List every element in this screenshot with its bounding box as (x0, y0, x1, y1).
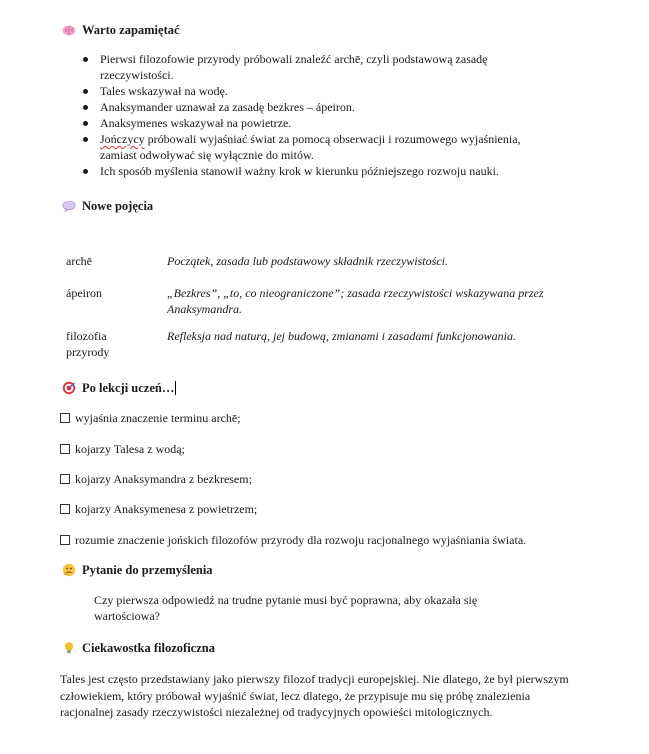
checkbox[interactable] (60, 504, 70, 514)
checklist-item: kojarzy Anaksymenesa z powietrzem; (60, 501, 257, 517)
definition-cell: Początek, zasada lub podstawowy składnik rzeczywistości. (167, 254, 448, 268)
checkbox[interactable] (60, 535, 70, 545)
remember-heading: Warto zapamiętać (62, 22, 180, 38)
checklist-item: rozumie znaczenie jońskich filozofów przyrody dla rozwoju racjonalnego wyjaśniania świata. (60, 532, 526, 548)
concepts-table (66, 253, 566, 360)
lightbulb-icon (62, 641, 76, 655)
checkbox[interactable] (60, 474, 70, 484)
checklist-item: kojarzy Talesa z wodą; (60, 441, 185, 457)
concepts-heading: Nowe pojęcia (62, 198, 153, 214)
checklist-item: wyjaśnia znaczenie terminu archē; (60, 410, 241, 426)
text-cursor (175, 381, 176, 395)
after-lesson-heading: Po lekcji uczeń… (62, 380, 176, 396)
spellcheck-word[interactable]: Jończycy (100, 132, 145, 146)
question-heading: Pytanie do przemyślenia (62, 562, 213, 578)
list-item: Jończycy próbowali wyjaśniać świat za pomocą obserwacji i rozumowego wyjaśnienia, zamiast odwoływać się wyłącznie do mitów. (80, 131, 560, 163)
table-row (66, 253, 566, 285)
list-item: Ich sposób myślenia stanowił ważny krok w kierunku późniejszego rozwoju nauki. (80, 163, 560, 179)
checkbox[interactable] (60, 444, 70, 454)
checklist-item: kojarzy Anaksymandra z bezkresem; (60, 471, 252, 487)
table-row (66, 285, 566, 328)
checkbox[interactable] (60, 413, 70, 423)
list-item: Tales wskazywał na wodę. (80, 83, 560, 99)
list-item: Pierwsi filozofowie przyrody próbowali znaleźć archē, czyli podstawową zasadę rzeczywistości. (80, 51, 560, 83)
thinking-face-icon (62, 563, 76, 577)
definition-cell: Refleksja nad naturą, jej budową, zmianami i zasadami funkcjonowania. (167, 329, 516, 343)
table-row (66, 328, 566, 360)
list-item: Anaksymander uznawał za zasadę bezkres – ápeiron. (80, 99, 560, 115)
definition-cell: „Bezkres”, „to, co nieograniczone”; zasada rzeczywistości wskazywana przez Anaksymandra. (167, 286, 544, 316)
question-text: Czy pierwsza odpowiedź na trudne pytanie musi być poprawna, aby okazała się wartościowa? (94, 593, 478, 623)
remember-list (80, 51, 560, 179)
curiosity-text: Tales jest często przedstawiany jako pierwszy filozof tradycji europejskiej. Nie dlatego, że był pierwszym człowiekiem, który próbował wyjaśnić świat, lecz dlatego, że przypisuje mu się próbę znalezienia racjonalnej zasady rzeczywistości niezależnej od tradycyjnych opowieści mitologicznych. (60, 672, 569, 719)
target-icon (62, 381, 76, 395)
curiosity-heading: Ciekawostka filozoficzna (62, 640, 215, 656)
term-cell: archē (66, 254, 92, 268)
brain-icon (62, 23, 76, 37)
term-cell: filozofia przyrody (66, 329, 110, 359)
term-cell: ápeiron (66, 286, 102, 300)
speech-bubble-icon (62, 199, 76, 213)
list-item: Anaksymenes wskazywał na powietrze. (80, 115, 560, 131)
